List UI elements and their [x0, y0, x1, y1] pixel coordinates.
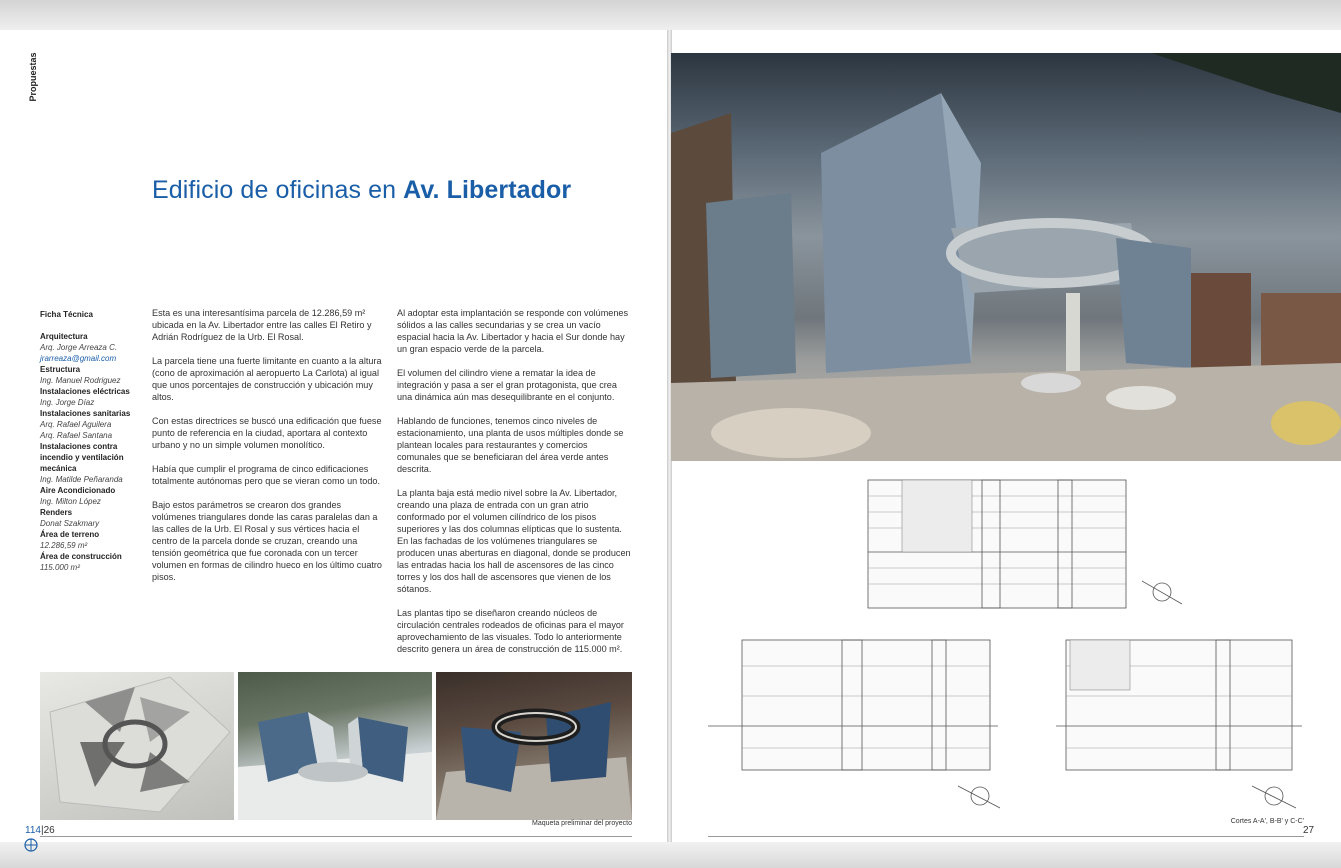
page-number-right: 27: [1303, 825, 1315, 836]
paragraph: Había que cumplir el programa de cinco edificaciones totalmente autónomas pero que se vieran como un todo.: [152, 464, 380, 486]
sheet-value: Arq. Rafael Santana: [40, 431, 113, 440]
footer-rule-right: [708, 836, 1304, 837]
section-label: Propuestas: [28, 52, 38, 102]
page-number-left: 114|26: [25, 825, 55, 836]
sheet-value: Arq. Jorge Arreaza C.: [40, 343, 118, 352]
sheet-value: Ing. Matilde Peñaranda: [40, 475, 123, 484]
sheet-label: Renders: [40, 508, 73, 517]
building-render-graphic: [671, 53, 1341, 461]
paragraph: La planta baja está medio nivel sobre la Av. Libertador, creando una plaza de entrada con un gran atrio conformado por el volumen cilíndrico de los pisos superiores y las dos columnas elípticas que lo sustenta. En las fachadas de los volúmenes triangulares se producen unas aberturas en diagonal, donde se producen las entradas hacia los hall de ascensores de las cinco torres y los dos hall de ascensores que vienen de los sótanos.: [397, 488, 631, 594]
paragraph: Hablando de funciones, tenemos cinco niveles de estacionamiento, una planta de usos múltiples donde se plantean locales para restaurantes y comercios comunales que se beneficiaran del área verde antes descrita.: [397, 416, 624, 474]
sheet-label: Arquitectura: [40, 332, 88, 341]
sheet-label: Instalaciones eléctricas: [40, 387, 130, 396]
section-drawing-c: [1056, 636, 1302, 814]
article-title: Edificio de oficinas en Av. Libertador: [152, 176, 572, 204]
sheet-value: Ing. Milton López: [40, 497, 101, 506]
sheet-value: Ing. Jorge Díaz: [40, 398, 95, 407]
sheet-value: Donat Szakmary: [40, 519, 100, 528]
model-photo-2-graphic: [238, 672, 432, 820]
sheet-label: Área de construcción: [40, 552, 122, 561]
paragraph: El volumen del cilindro viene a rematar la idea de integración y pasa a ser el gran protagonista, que crea una dinámica aún mas desequilibrante en el conjunto.: [397, 368, 617, 402]
model-photo-side-view: [238, 672, 432, 820]
magazine-logo-icon: [24, 838, 38, 852]
section-drawing-a: [862, 476, 1204, 612]
model-photo-3-graphic: [436, 672, 632, 820]
paragraph: La parcela tiene una fuerte limitante en cuanto a la altura (cono de aproximación al aeropuerto La Carlota) al igual que unos porcentajes de construcción y ubicación muy altos.: [152, 356, 382, 402]
model-photo-1-graphic: [40, 672, 234, 820]
body-column-1: [152, 307, 385, 595]
paragraph: Esta es una interesantísima parcela de 12.286,59 m² ubicada en la Av. Libertador entre las calles El Retiro y Adrián Rodríguez de la Urb. El Rosal.: [152, 308, 372, 342]
sheet-value: Arq. Rafael Aguilera: [40, 420, 112, 429]
sections-caption: Cortes A-A', B-B' y C-C': [1230, 818, 1304, 825]
sheet-value: 12.286,59 m²: [40, 541, 88, 550]
section-drawing-b: [708, 636, 1000, 814]
building-render-photo: [671, 53, 1341, 461]
sheet-value: 115.000 m²: [40, 563, 80, 572]
architect-email-link[interactable]: jrarreaza@gmail.com: [40, 354, 117, 363]
paragraph: Con estas directrices se buscó una edificación que fuese punto de referencia en la ciudad, aportara al contexto urbano y no un simple volumen monolítico.: [152, 416, 382, 450]
sheet-label: Área de terreno: [40, 530, 100, 539]
body-column-2: [397, 307, 632, 667]
sheet-value: Ing. Manuel Rodriguez: [40, 376, 121, 385]
sheet-label: Aire Acondicionado: [40, 486, 116, 495]
model-caption: Maqueta preliminar del proyecto: [532, 820, 632, 827]
technical-sheet-heading: Ficha Técnica: [40, 310, 93, 319]
page-bottom-band: [0, 842, 1341, 868]
sheet-label: Estructura: [40, 365, 81, 374]
model-photo-angled-view: [436, 672, 632, 820]
paragraph: Al adoptar esta implantación se responde con volúmenes sólidos a las calles secundarias y se crea un vacío espacial hacia la Av. Libertador y hacia el Sur donde hay un gran espacio verde de la parcela.: [397, 308, 629, 354]
sheet-label: Instalaciones contra incendio y ventilación mecánica: [40, 442, 124, 473]
paragraph: Bajo estos parámetros se crearon dos grandes volúmenes triangulares donde las caras paralelas dan a las calles de la Urb. El Rosal y sus vértices hacia el centro de la parcela donde se cruzan, creando una tensión geométrica que fue coronada con un tercer volumen en formas de cilindro hueco en los último cuatro pisos.: [152, 500, 382, 582]
model-photo-top-view: [40, 672, 234, 820]
footer-rule-left: [40, 836, 632, 837]
technical-sheet: [40, 309, 150, 573]
paragraph: Las plantas tipo se diseñaron creando núcleos de circulación centrales rodeados de oficinas para el mayor aprovechamiento de las visuales. Todo lo anteriormente descrito genera un área de construcción de 115.000 m².: [397, 608, 624, 654]
sheet-label: Instalaciones sanitarias: [40, 409, 131, 418]
